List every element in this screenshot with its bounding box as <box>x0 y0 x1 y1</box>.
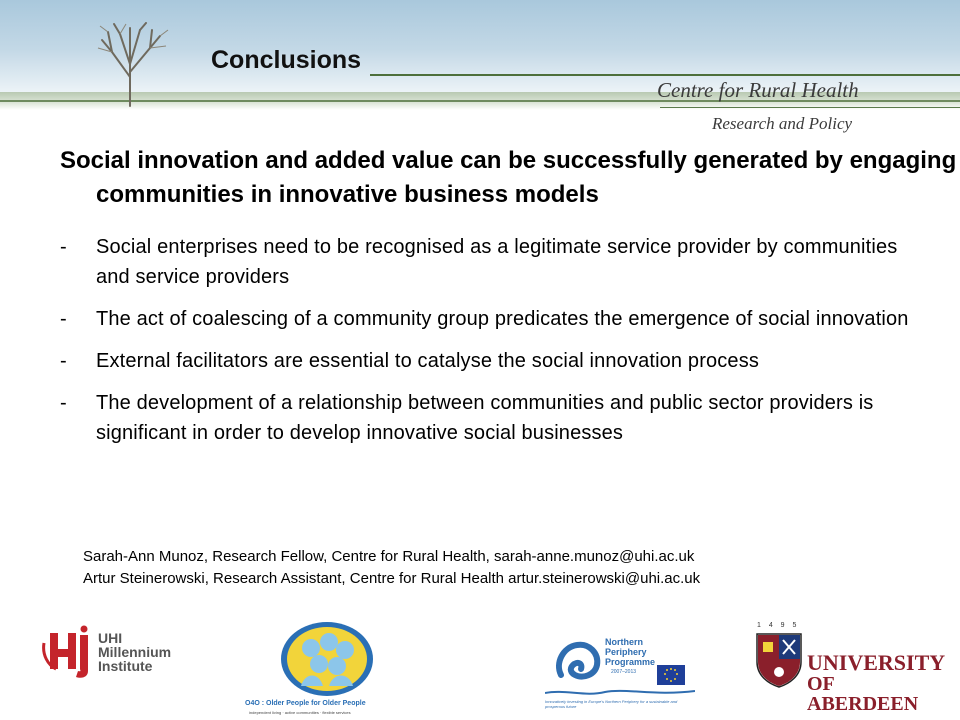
bullet-item <box>60 346 930 376</box>
npp-tagline: Innovatively investing in Europe's Northern Periphery for a sustainable and prosperous future <box>545 699 678 709</box>
bullet-text: The development of a relationship between communities and public sector providers is significant in order to develop innovative social businesses <box>96 392 874 444</box>
aberdeen-logo <box>755 622 946 715</box>
bullet-list <box>60 232 930 460</box>
bullet-marker: - <box>60 350 67 372</box>
bullet-marker: - <box>60 392 67 414</box>
o4o-logo <box>245 620 405 718</box>
bullet-text: Social enterprises need to be recognised as a legitimate service provider by communities and service providers <box>96 236 898 288</box>
npp-years: 2007–2013 <box>611 669 637 675</box>
contact-info <box>83 546 700 590</box>
npp-line: Northern <box>605 637 643 647</box>
org-subtitle: Research and Policy <box>712 114 853 133</box>
npp-logo <box>545 635 695 715</box>
abdn-line1: UNIVERSITY <box>807 650 946 675</box>
bullet-item <box>60 388 930 448</box>
o4o-people-icon <box>279 620 375 698</box>
bullet-item <box>60 304 930 334</box>
bullet-text: The act of coalescing of a community group predicates the emergence of social innovation <box>96 308 909 330</box>
uhi-line: UHI <box>98 630 123 646</box>
org-name: Centre for Rural Health <box>657 78 859 102</box>
bullet-text: External facilitators are essential to catalyse the social innovation process <box>96 350 759 372</box>
contact-line: Artur Steinerowski, Research Assistant, Centre for Rural Health artur.steinerowski@uhi.ac.uk <box>83 570 701 587</box>
abdn-line2: OF ABERDEEN <box>807 673 919 715</box>
uhi-line: Millennium <box>98 644 172 660</box>
npp-map-icon <box>553 639 603 683</box>
org-divider-line <box>370 74 960 76</box>
npp-line: Periphery <box>605 647 647 657</box>
aberdeen-crest-icon <box>755 632 803 688</box>
tree-icon <box>90 22 170 107</box>
bullet-item <box>60 232 930 292</box>
org-divider-line-2 <box>660 107 960 108</box>
slide-title: Conclusions <box>211 46 362 74</box>
npp-line: Programme <box>605 657 656 667</box>
npp-wave-icon <box>545 687 695 697</box>
main-heading: Social innovation and added value can be successfully generated by engaging communities in innovative business models <box>60 147 957 208</box>
uhi-line: Institute <box>98 658 153 674</box>
o4o-title: O4O : Older People for Older People <box>245 700 366 707</box>
bullet-marker: - <box>60 308 67 330</box>
abdn-year: 1 4 9 5 <box>757 622 800 629</box>
uhi-mark-icon <box>42 625 94 681</box>
uhi-logo <box>42 625 172 685</box>
o4o-tagline: independent living · active communities · flexible services <box>249 710 351 715</box>
contact-line: Sarah-Ann Munoz, Research Fellow, Centre for Rural Health, sarah-anne.munoz@uhi.ac.uk <box>83 548 695 565</box>
bullet-marker: - <box>60 236 67 258</box>
eu-flag-icon <box>657 665 685 685</box>
